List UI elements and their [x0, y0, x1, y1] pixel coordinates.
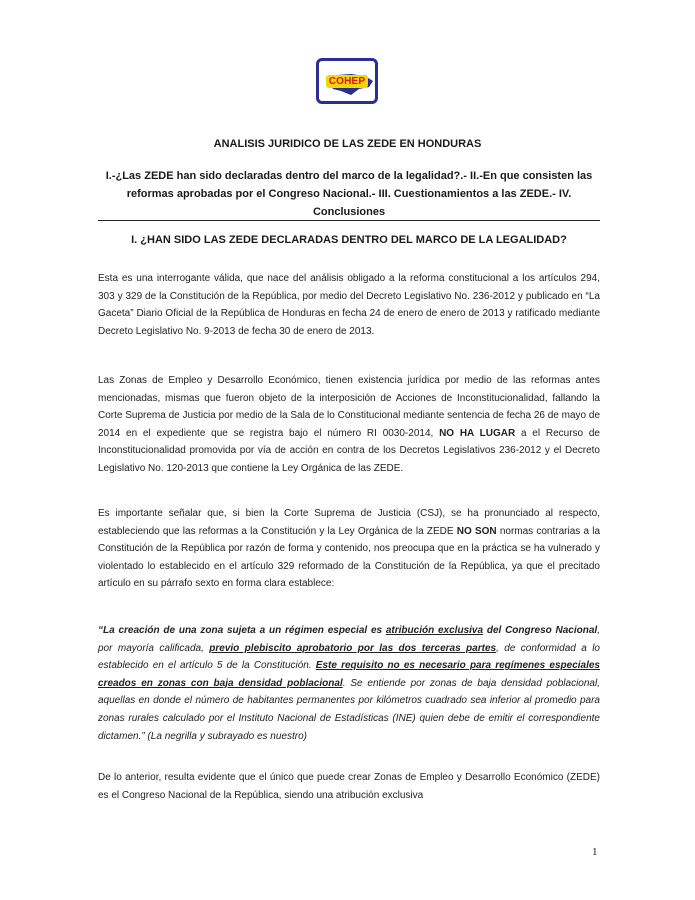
quote-underline-b: atribución exclusiva — [385, 625, 484, 636]
quote-text-c: del Congreso Nacional — [483, 625, 598, 636]
paragraph-2 — [98, 372, 600, 478]
paragraph-2-bold: NO HA LUGAR — [439, 427, 516, 439]
paragraph-5: De lo anterior, resulta evidente que el único que puede crear Zonas de Empleo y Desarrollo Económico (ZEDE) es el Congreso Nacional de la República, siendo una atribución exclusiva — [98, 772, 600, 801]
divider-line — [98, 220, 600, 221]
paragraph-3-text-a: Es importante señalar que, si bien la Corte Suprema de Justicia (CSJ), se ha pronunciado al respecto, estableciendo que las reformas a la Constitución y la Ley Orgánica de la ZEDE — [98, 508, 600, 537]
paragraph-1: Esta es una interrogante válida, que nace del análisis obligado a la reforma constitucional a los artículos 294, 303 y 329 de la Constitución de la República, por medio del Decreto Legislativo No. 236-2012 y publicado en “La Gaceta” Diario Oficial de la República de Honduras en fecha 24 de enero de enero de 2013 y ratificado mediante Decreto Legislativo No. 9-2013 de fecha 30 de enero de 2013. — [98, 273, 600, 337]
paragraph-2-text-c: a el Recurso de Inconstitucionalidad promovida por vía de acción en contra de los Decretos Legislativos 236-2012 y el Decreto Legislativo No. 120-2013 que contiene la Ley Orgánica de las ZEDE. — [98, 427, 600, 474]
quote-text-d: , por mayoría calificada, — [98, 625, 600, 654]
paragraph-3-bold: NO SON — [456, 525, 497, 537]
quote-text-f: , de conformidad a lo establecido en el artículo 5 de la Constitución. — [98, 642, 600, 672]
logo-text: COHEP — [326, 75, 369, 88]
constitution-quote — [98, 622, 600, 745]
cohep-logo — [316, 58, 378, 104]
page-number: 1 — [592, 846, 598, 858]
document-subtitle: I.-¿Las ZEDE han sido declaradas dentro del marco de la legalidad?.- II.-En que consisten las reformas aprobadas por el Congreso Nacional.- III. Cuestionamientos a las ZEDE.- IV. Conclusiones — [105, 170, 593, 218]
section-heading: I. ¿HAN SIDO LAS ZEDE DECLARADAS DENTRO DEL MARCO DE LA LEGALIDAD? — [131, 234, 567, 246]
paragraph-3-text-c: normas contrarias a la Constitución de la República por razón de forma y contenido, nos preocupa que en la práctica se ha vulnerado y violentado lo establecido en el artículo 329 reformado de la Constitución de la República, ya que el precitado artículo en su párrafo sexto en forma clara establece: — [98, 525, 601, 590]
paragraph-2-text-a: Las Zonas de Empleo y Desarrollo Económico, tienen existencia jurídica por medio de las reformas antes mencionadas, mismas que fueron objeto de la interposición de Acciones de Inconstitucionalidad, fallando la Corte Suprema de Justicia por medio de la Sala de lo Constitucional mediante sentencia de fecha 26 de mayo de 2014 en el expediente que se registra bajo el número RI 0030-2014, — [98, 375, 600, 439]
quote-text-h: . Se entiende por zonas de baja densidad poblacional, aquellas en donde el número de habitantes permanentes por kilómetros cuadrado sea inferior al promedio para zonas rurales calculado por el Instituto Nacional de Estadísticas (INE) quien debe de emitir el correspondiente dictamen.” (La negrilla y subrayado es nuestro) — [98, 677, 600, 742]
quote-underline-e: previo plebiscito aprobatorio por las dos terceras partes — [209, 642, 497, 654]
paragraph-3 — [98, 505, 600, 593]
quote-text-a: “La creación de una zona sujeta a un régimen especial es — [98, 625, 386, 636]
document-title: ANALISIS JURIDICO DE LAS ZEDE EN HONDURAS — [213, 138, 482, 150]
quote-underline-g: Este requisito no es necesario para regímenes especiales creados en zonas con baja densidad poblacional — [98, 660, 600, 689]
